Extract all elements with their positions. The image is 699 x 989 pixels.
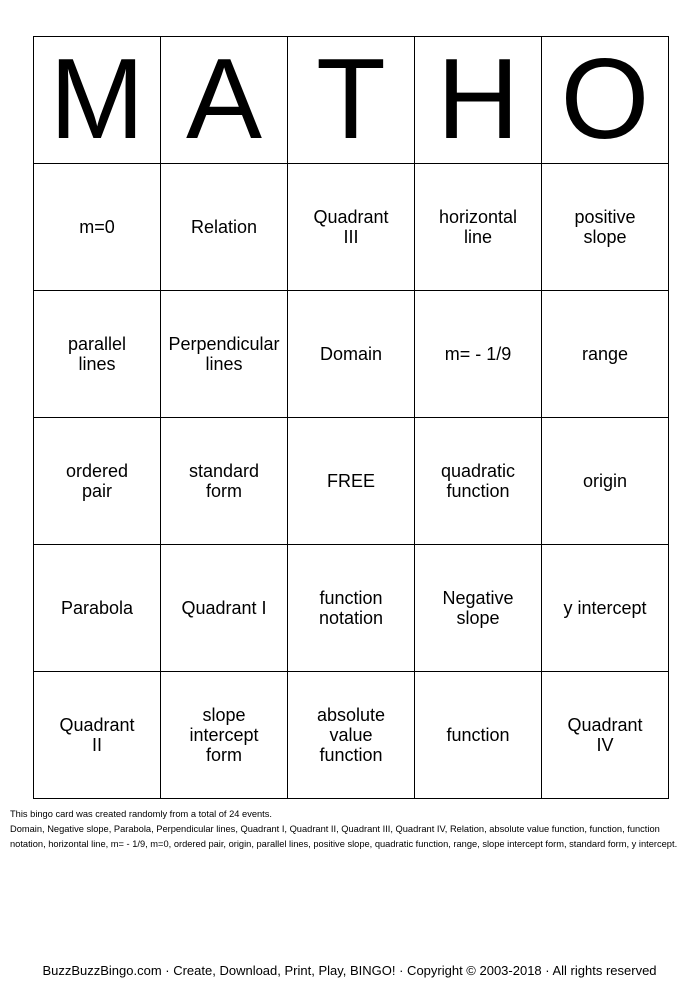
card-cell <box>288 545 415 672</box>
card-info-note <box>10 807 690 852</box>
card-cell <box>34 545 161 672</box>
cell-text: horizontal line <box>438 207 518 247</box>
copyright-footer: BuzzBuzzBingo.com · Create, Download, Print, Play, BINGO! · Copyright © 2003-2018 · All rights reserved <box>42 963 657 978</box>
card-cell <box>415 545 542 672</box>
cell-text: quadratic function <box>440 461 516 501</box>
cell-text: Quadrant IV <box>567 715 643 755</box>
card-cell <box>415 418 542 545</box>
card-cell <box>415 291 542 418</box>
cell-text: Quadrant III <box>313 207 389 247</box>
card-cell <box>288 164 415 291</box>
card-cell <box>34 418 161 545</box>
cell-text: range <box>581 344 629 364</box>
cell-text: FREE <box>326 471 375 491</box>
note-event-list: Domain, Negative slope, Parabola, Perpendicular lines, Quadrant I, Quadrant II, Quadrant III, Quadrant IV, Relation, absolute value function, function, function notation, horizontal line, m= - 1/9, m=0, ordered pair, origin, parallel lines, positive slope, quadratic function, range, slope intercept form, standard form, y intercept. <box>10 824 678 849</box>
card-cell <box>161 545 288 672</box>
cell-text: positive slope <box>574 207 636 247</box>
card-cell <box>288 418 415 545</box>
bingo-card <box>33 36 669 799</box>
cell-text: m= - 1/9 <box>444 344 512 364</box>
card-cell <box>161 672 288 799</box>
card-cell <box>542 291 669 418</box>
card-row <box>34 545 669 672</box>
card-cell <box>34 672 161 799</box>
card-row <box>34 291 669 418</box>
card-cell <box>34 164 161 291</box>
cell-text: ordered pair <box>65 461 129 501</box>
cell-text: absolute value function <box>316 705 386 765</box>
card-cell <box>415 164 542 291</box>
card-cell <box>542 545 669 672</box>
header-letter-t: T <box>288 37 415 164</box>
card-cell <box>542 418 669 545</box>
card-row <box>34 418 669 545</box>
header-row <box>34 37 669 164</box>
card-cell <box>542 672 669 799</box>
card-cell <box>34 291 161 418</box>
cell-text: Negative slope <box>442 588 514 628</box>
header-letter-a: A <box>161 37 288 164</box>
header-letter-o: O <box>542 37 669 164</box>
cell-text: Quadrant I <box>181 598 267 618</box>
card-cell <box>415 672 542 799</box>
note-intro: This bingo card was created randomly from a total of 24 events. <box>10 809 272 819</box>
card-cell <box>161 291 288 418</box>
card-cell <box>161 418 288 545</box>
cell-text: origin <box>582 471 628 491</box>
cell-text: y intercept <box>563 598 647 618</box>
cell-text: function <box>446 725 510 745</box>
card-row <box>34 672 669 799</box>
card-cell <box>161 164 288 291</box>
card-cell <box>542 164 669 291</box>
cell-text: function notation <box>318 588 384 628</box>
cell-text: slope intercept form <box>189 705 259 765</box>
card-cell <box>288 672 415 799</box>
cell-text: Perpendicular lines <box>168 334 280 374</box>
header-letter-m: M <box>34 37 161 164</box>
card-row <box>34 164 669 291</box>
cell-text: parallel lines <box>67 334 127 374</box>
cell-text: Domain <box>319 344 383 364</box>
card-cell <box>288 291 415 418</box>
cell-text: Parabola <box>60 598 134 618</box>
cell-text: m=0 <box>79 217 115 237</box>
header-letter-h: H <box>415 37 542 164</box>
cell-text: Quadrant II <box>59 715 135 755</box>
cell-text: Relation <box>190 217 258 237</box>
cell-text: standard form <box>188 461 260 501</box>
